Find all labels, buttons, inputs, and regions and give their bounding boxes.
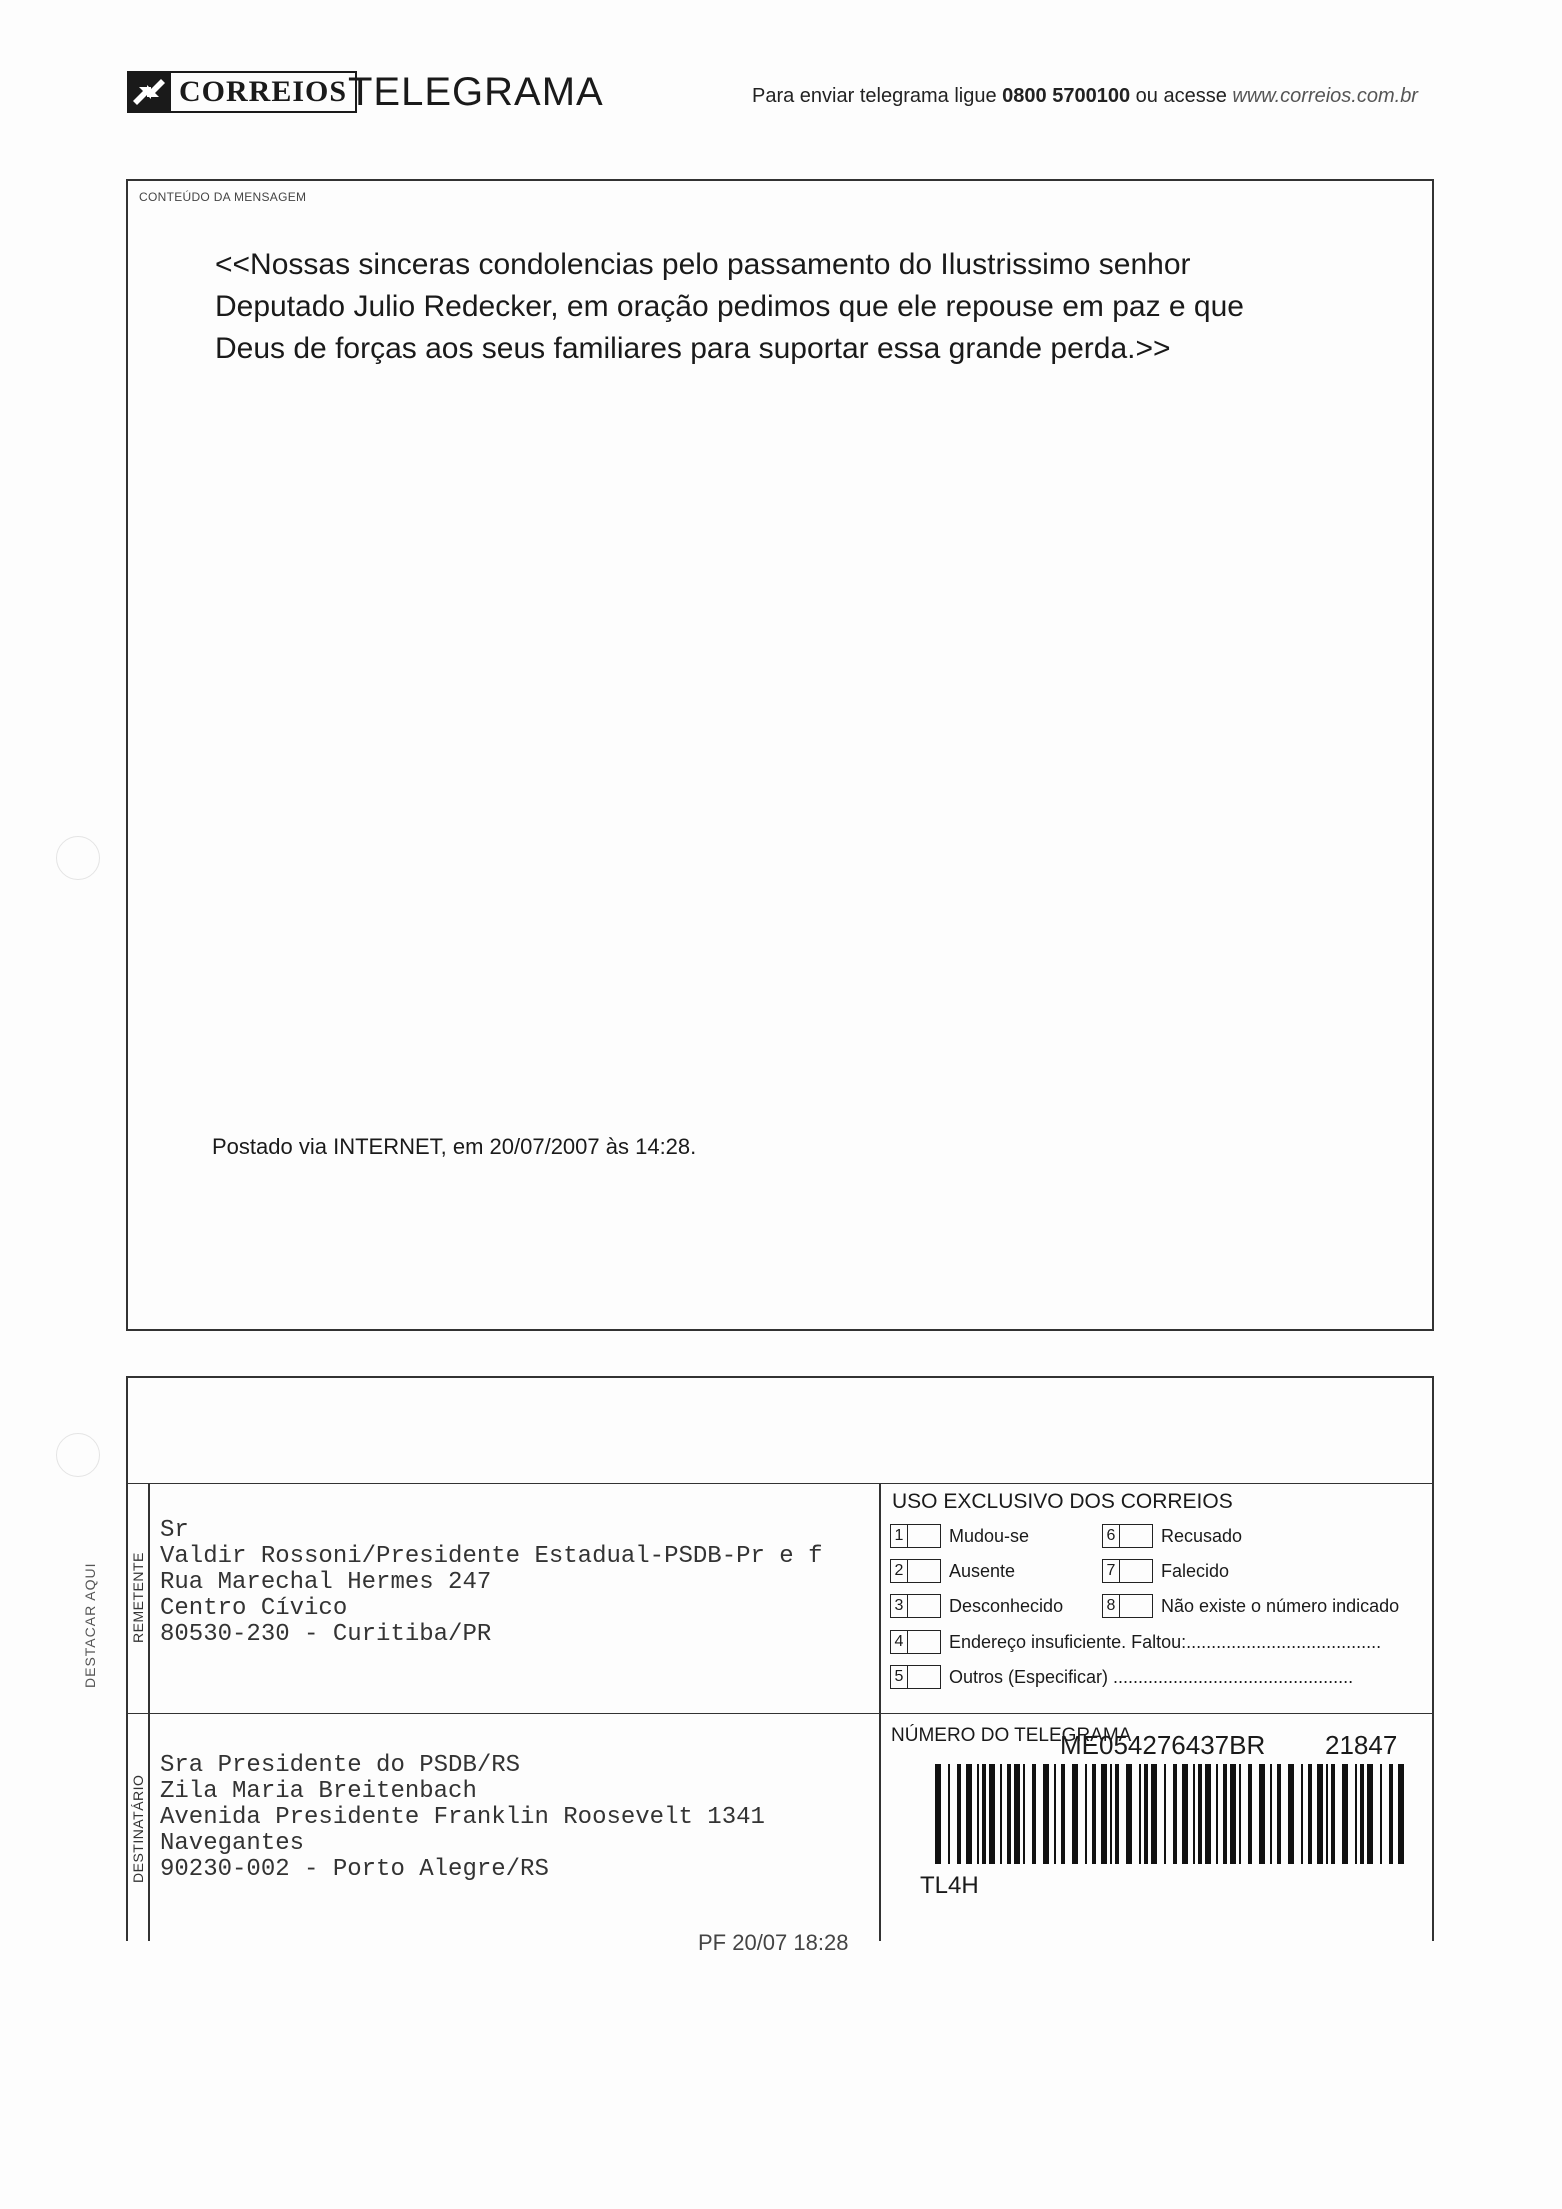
barcode-bar bbox=[1342, 1764, 1348, 1864]
barcode-bar bbox=[935, 1764, 941, 1864]
logo-text: CORREIOS bbox=[171, 71, 357, 113]
message-body bbox=[215, 244, 1335, 370]
divider bbox=[879, 1483, 881, 1941]
option-endereco-insuficiente: 4 Endereço insuficiente. Faltou:....................................... bbox=[890, 1630, 1381, 1654]
barcode-bar bbox=[1193, 1764, 1195, 1864]
barcode-bar bbox=[1115, 1764, 1119, 1864]
telegram-code: 21847 bbox=[1325, 1730, 1398, 1760]
barcode-bar bbox=[1270, 1764, 1272, 1864]
telegram-number-label: NÚMERO DO TELEGRAMA bbox=[891, 1725, 1132, 1746]
message-line: Deus de forças aos seus familiares para suportar essa grande perda.>> bbox=[215, 332, 1171, 365]
document-title: TELEGRAMA bbox=[348, 70, 604, 114]
barcode-bar bbox=[1101, 1764, 1107, 1864]
checkbox bbox=[908, 1524, 941, 1548]
barcode-bar bbox=[1054, 1764, 1056, 1864]
correios-logo-icon bbox=[127, 71, 171, 113]
barcode-bar bbox=[1014, 1764, 1020, 1864]
barcode-bar bbox=[1239, 1764, 1241, 1864]
postmark-text: PF 20/07 18:28 bbox=[698, 1930, 849, 1955]
uso-exclusivo-title: USO EXCLUSIVO DOS CORREIOS bbox=[892, 1490, 1233, 1513]
barcode-bar bbox=[1144, 1764, 1148, 1864]
website-link: www.correios.com.br bbox=[1232, 85, 1418, 107]
checkbox bbox=[908, 1630, 941, 1654]
option-recusado: 6 Recusado bbox=[1102, 1524, 1242, 1548]
option-mudou-se: 1 Mudou-se bbox=[890, 1524, 1029, 1548]
barcode-bar bbox=[1355, 1764, 1357, 1864]
punch-hole bbox=[56, 1433, 100, 1477]
barcode-bar bbox=[1151, 1764, 1157, 1864]
checkbox bbox=[1120, 1594, 1153, 1618]
checkbox bbox=[908, 1665, 941, 1689]
checkbox bbox=[1120, 1524, 1153, 1548]
option-outros: 5 Outros (Especificar) ................................................ bbox=[890, 1665, 1353, 1689]
option-falecido: 7 Falecido bbox=[1102, 1559, 1229, 1583]
correios-logo bbox=[127, 70, 357, 114]
cut-here-label: DESTACAR AQUI bbox=[82, 1562, 98, 1688]
phone-number: 0800 5700100 bbox=[1002, 85, 1131, 107]
barcode-bar bbox=[948, 1764, 950, 1864]
barcode-bar bbox=[1092, 1764, 1096, 1864]
barcode-bar bbox=[1326, 1764, 1328, 1864]
barcode-bar bbox=[1248, 1764, 1252, 1864]
barcode-bar bbox=[989, 1764, 995, 1864]
recipient-label: DESTINATÁRIO bbox=[130, 1774, 146, 1883]
barcode-bar bbox=[1085, 1764, 1087, 1864]
barcode-bar bbox=[966, 1764, 972, 1864]
recipient-address: Sra Presidente do PSDB/RS Zila Maria Breitenbach Avenida Presidente Franklin Roosevelt 1341 Navegantes 90230-002 - Porto Alegre/RS bbox=[160, 1752, 765, 1883]
option-ausente: 2 Ausente bbox=[890, 1559, 1015, 1583]
barcode-bar bbox=[1043, 1764, 1049, 1864]
barcode-bar bbox=[982, 1764, 986, 1864]
service-code: TL4H bbox=[920, 1872, 979, 1899]
checkbox bbox=[908, 1594, 941, 1618]
contact-info: Para enviar telegrama ligue 0800 5700100 ou acesse www.correios.com.br bbox=[752, 85, 1418, 107]
barcode-bar bbox=[1198, 1764, 1202, 1864]
barcode-bar bbox=[1072, 1764, 1078, 1864]
barcode-bar bbox=[1205, 1764, 1211, 1864]
telegram-number: ME054276437BR bbox=[1060, 1730, 1266, 1760]
checkbox bbox=[1120, 1559, 1153, 1583]
checkbox bbox=[908, 1559, 941, 1583]
message-line: Deputado Julio Redecker, em oração pedimos que ele repouse em paz e que bbox=[215, 290, 1244, 323]
barcode-bar bbox=[1277, 1764, 1281, 1864]
barcode-bar bbox=[1398, 1764, 1404, 1864]
barcode-bar bbox=[1230, 1764, 1236, 1864]
option-nao-existe: 8 Não existe o número indicado bbox=[1102, 1594, 1399, 1618]
barcode-bar bbox=[1259, 1764, 1265, 1864]
divider bbox=[126, 1483, 1434, 1484]
posted-info: Postado via INTERNET, em 20/07/2007 às 14:28. bbox=[212, 1134, 697, 1159]
barcode-bar bbox=[1288, 1764, 1294, 1864]
punch-hole bbox=[56, 836, 100, 880]
divider bbox=[126, 1713, 1434, 1714]
barcode-bar bbox=[1223, 1764, 1227, 1864]
barcode-bar bbox=[1023, 1764, 1025, 1864]
barcode-bar bbox=[1182, 1764, 1188, 1864]
barcode-bar bbox=[1061, 1764, 1065, 1864]
sender-address: Sr Valdir Rossoni/Presidente Estadual-PSDB-Pr e f Rua Marechal Hermes 247 Centro Cívico 80530-230 - Curitiba/PR bbox=[160, 1517, 823, 1648]
barcode-bar bbox=[957, 1764, 961, 1864]
barcode-bar bbox=[1301, 1764, 1303, 1864]
barcode-bar bbox=[1331, 1764, 1335, 1864]
barcode-bar bbox=[1360, 1764, 1364, 1864]
barcode-bar bbox=[1032, 1764, 1036, 1864]
barcode-bar bbox=[1139, 1764, 1141, 1864]
message-label: CONTEÚDO DA MENSAGEM bbox=[139, 190, 307, 204]
barcode-bar bbox=[977, 1764, 979, 1864]
barcode-bar bbox=[1367, 1764, 1373, 1864]
barcode-bar bbox=[1317, 1764, 1323, 1864]
barcode-bar bbox=[1000, 1764, 1002, 1864]
barcode-bar bbox=[1007, 1764, 1011, 1864]
barcode-bar bbox=[1216, 1764, 1218, 1864]
option-desconhecido: 3 Desconhecido bbox=[890, 1594, 1063, 1618]
barcode-bar bbox=[1126, 1764, 1132, 1864]
barcode-bar bbox=[1389, 1764, 1393, 1864]
divider bbox=[148, 1483, 150, 1941]
barcode-bar bbox=[1164, 1764, 1166, 1864]
barcode-bar bbox=[1308, 1764, 1312, 1864]
message-line: <<Nossas sinceras condolencias pelo passamento do Ilustrissimo senhor bbox=[215, 248, 1191, 281]
barcode bbox=[935, 1764, 1410, 1864]
sender-label: REMETENTE bbox=[130, 1552, 146, 1643]
barcode-bar bbox=[1173, 1764, 1177, 1864]
barcode-bar bbox=[1380, 1764, 1382, 1864]
barcode-bar bbox=[1110, 1764, 1112, 1864]
